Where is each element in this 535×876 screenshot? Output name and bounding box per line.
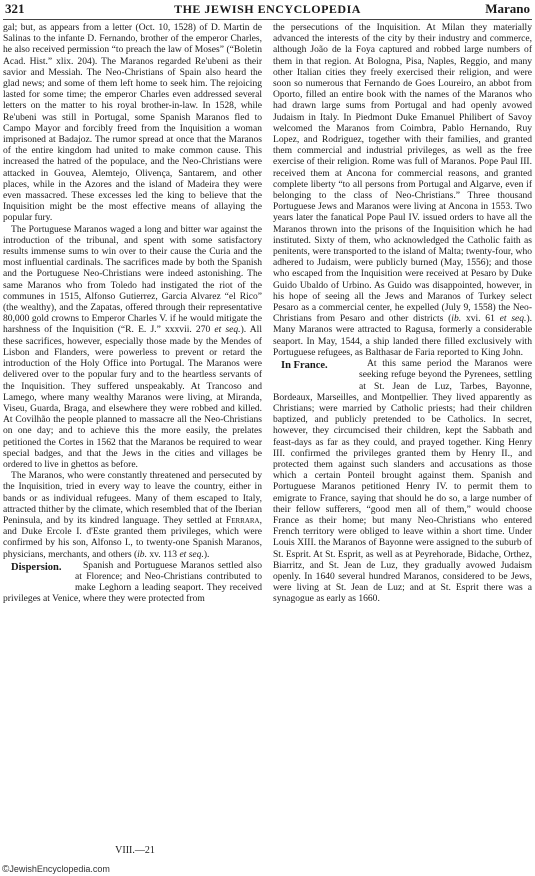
- signature-mark: VIII.—21: [115, 845, 155, 856]
- paragraph: The Maranos, who were constantly threatened and persecuted by the Inquisition, tried in every way to leave the country, either in bands or as individual refugees. Many of them escaped to Italy, attracted thither by the climate, which resembled that of the Iberian Peninsula, and by its kindred language. They settled at Ferrara, and Duke Ercole I. d'Este granted them privileges, which were confirmed by his son, Alfonso I., to twenty-one Spanish Maranos, physicians, merchants, and others (ib. xv. 113 et seq.).: [3, 470, 262, 560]
- left-column: [3, 22, 262, 605]
- side-heading-in-france: In France.: [281, 360, 328, 372]
- site-link[interactable]: JewishEncyclopedia.com: [9, 864, 110, 874]
- page-header: [3, 0, 532, 20]
- copyright-icon: ©: [2, 864, 10, 875]
- footer-credit[interactable]: [2, 864, 110, 875]
- headword: Marano: [485, 1, 530, 16]
- paragraph: In France. At this same period the Maranos were seeking refuge beyond the Pyrenees, settling at St. Jean de Luz, Tarbes, Bayonne, Bordeaux, Marseilles, and Montpellier. They lived apparently as Christians; were married by Catholic priests; had their children baptized, and publicly pretended to be Catholics. In secret, however, they circumcised their children, kept the Sabbath and feast-days as far as they could, and prayed together. King Henry III. confirmed the privileges granted them by Henry II., and protected them against such slanders and accusations as those which a certain Ponteil brought against them. Spanish and Portuguese Maranos petitioned Henry IV. to permit them to emigrate to France, saying that should he do so, a large number of their fellow sufferers, “good men all of them,” would choose France as their home; but many Neo-Christians who entered French territory were obliged to leave within a short time. Under Louis XIII. the Maranos of Bayonne were assigned to the suburb of St. Esprit. At St. Esprit, as well as at Peyrehorade, Bidache, Orthez, Biarritz, and St. Jean de Luz, they gradually avowed Judaism openly. In 1640 several hundred Maranos, considered to be Jews, were living at St. Jean de Luz; and at St. Esprit there was a synagogue as early as 1660.: [273, 358, 532, 605]
- paragraph: The Portuguese Maranos waged a long and bitter war against the introduction of the tribunal, and spent with some satisfactory results immense sums to win over to their cause the Curia and the most influential cardinals. The sacrifices made by both the Spanish and the Portuguese Neo-Christians were indeed astonishing. The same Maranos who from Toledo had instigated the riot of the communes in 1515, Alfonso Gutierrez, Garcia Alvarez “el Rico” (the wealthy), and the Zapatas, offered through their representative 80,000 gold crowns to Emperor Charles V. if he would mitigate the harshness of the Inquisition (“R. E. J.” xxxvii. 270 et seq.). All these sacrifices, however, especially those made by the Mendes of Lisbon and Flanders, were powerless to prevent or retard the introduction of the Holy Office into Portugal. The Maranos were delivered over to the popular fury and to the heartless servants of the Inquisition. They suffered unspeakably. At Trancoso and Lamego, where many wealthy Maranos were living, at Miranda, Viseu, Guarda, Braga, and elsewhere they were robbed and killed. At Covilhão the people planned to massacre all the Neo-Christians on one day; and to achieve this the more easily, the prelates petitioned the Cortes in 1562 that the Maranos be required to wear special badges, and that the Jews in the cities and villages be ordered to live in ghettos as before.: [3, 223, 262, 470]
- running-title: THE JEWISH ENCYCLOPEDIA: [174, 2, 361, 16]
- header-rule: [3, 19, 532, 20]
- paragraph: gal; but, as appears from a letter (Oct. 10, 1528) of D. Martin de Salinas to the infante D. Fernando, brother of the emperor Charles, he also received permission “to preach the law of Moses” (“Boletin Acad. Hist.” xlix. 204). The Maranos regarded Re'ubeni as their savior and Messiah. The Neo-Christians of Spain also heard the glad news; and some of them left home to seek him. The rejoicing lasted for some time; the emperor Charles even addressed several letters on the matter to his royal brother-in-law. In 1528, while Re'ubeni was still in Portugal, some Spanish Maranos fled to Campo Mayor and forcibly freed from the Inquisition a woman imprisoned at Badajoz. The rumor spread at once that the Maranos of the entire kingdom had united to make common cause. This increased the hatred of the populace, and the Neo-Christians were attacked in Gouvea, Alemtejo, Olivença, Santarem, and other places, while in the Azores and the island of Madeira they were even massacred. These excesses led the king to believe that the Inquisition might be the most effective means of allaying the popular fury.: [3, 22, 262, 224]
- right-column: [273, 22, 532, 605]
- paragraph: the persecutions of the Inquisition. At Milan they materially advanced the interests of the city by their industry and commerce, although João de la Foya captured and robbed large numbers of them in that region. At Bologna, Pisa, Naples, Reggio, and many other Italian cities they freely exercised their religion, and were soon so numerous that Fernando de Goes Loureiro, an abbot from Oporto, filled an entire book with the names of the Maranos who had drawn large sums from Portugal and had openly avowed Judaism in Italy. In Piedmont Duke Emanuel Philibert of Savoy welcomed the Maranos from Coimbra, Pablo Hernando, Ruy Lopez, and Rodriguez, together with their families, and granted them commercial and industrial privileges, as well as the free exercise of their religion. Rome was full of Maranos. Pope Paul III. received them at Ancona for commercial reasons, and granted complete liberty “to all persons from Portugal and Algarve, even if belonging to the class of Neo-Christians.” Three thousand Portuguese Jews and Maranos were living at Ancona in 1553. Two years later the fanatical Pope Paul IV. issued orders to have all the Maranos thrown into the prisons of the Inquisition which he had instituted. Sixty of them, who acknowledged the Catholic faith as penitents, were transported to the island of Malta; twenty-four, who adhered to Judaism, were publicly burned (May, 1556); and those who escaped from the Inquisition were received at Pesaro by Duke Guido Ubaldo of Urbino. As Guido was disappointed, however, in his hope of seeing all the Jews and Maranos of Turkey select Pesaro as a commercial center, he expelled (July 9, 1558) the Neo-Christians from Pesaro and other districts (ib. xvi. 61 et seq.). Many Maranos were attracted to Ragusa, formerly a considerable seaport. In May, 1544, a ship landed there filled exclusively with Portuguese refugees, as Balthasar de Faria reported to King John.: [273, 22, 533, 358]
- paragraph: Dispersion. Spanish and Portuguese Maranos settled also at Florence; and Neo-Christians contributed to make Leghorn a leading seaport. They received privileges at Venice, where they were protected from: [3, 559, 262, 605]
- page-number: 321: [5, 1, 25, 16]
- side-heading-dispersion: Dispersion.: [11, 561, 62, 573]
